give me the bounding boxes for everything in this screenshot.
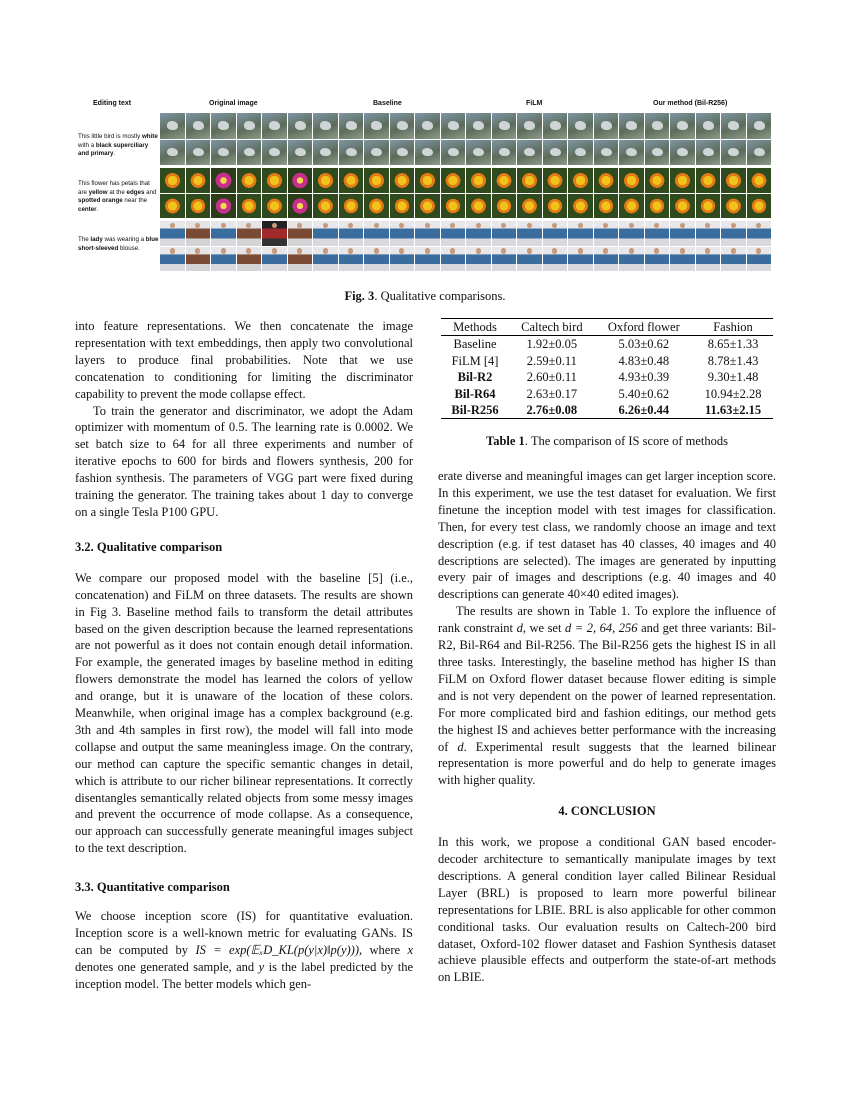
image-thumbnail bbox=[186, 247, 211, 272]
image-thumbnail bbox=[466, 140, 491, 166]
image-thumbnail bbox=[441, 140, 466, 166]
image-thumbnail bbox=[415, 168, 440, 193]
image-thumbnail bbox=[594, 113, 619, 139]
image-thumbnail bbox=[288, 168, 313, 193]
image-thumbnail bbox=[262, 140, 287, 166]
image-thumbnail bbox=[339, 194, 364, 219]
image-thumbnail bbox=[670, 194, 695, 219]
image-thumbnail bbox=[339, 247, 364, 272]
image-thumbnail bbox=[747, 168, 772, 193]
th-fashion: Fashion bbox=[693, 319, 773, 336]
score-cell: 1.92±0.05 bbox=[526, 337, 578, 352]
image-thumbnail bbox=[288, 113, 313, 139]
bird-baseline-images bbox=[313, 113, 465, 165]
desc-segment: lady bbox=[90, 236, 103, 243]
score-cell: 2.59±0.11 bbox=[526, 353, 577, 368]
col-header-baseline: Baseline bbox=[373, 100, 402, 107]
image-thumbnail bbox=[364, 221, 389, 246]
image-thumbnail bbox=[517, 247, 542, 272]
table-row bbox=[441, 386, 773, 402]
desc-segment: yellow bbox=[88, 188, 108, 196]
image-thumbnail bbox=[517, 194, 542, 219]
left-paragraph-2: To train the generator and discriminator, we adopt the Adam optimizer with momentum of 0.5. The learning rate is 0.0002. We set batch size to 64 for all three experiments and number of iterative epochs to 600 for birds and flowers synthesis, 200 for fashion synthesis. The parameters of VGG part were fixed during training the generator. The training takes about 1 day to converge on a single Tesla P100 GPU. bbox=[75, 403, 413, 519]
bird-film-images bbox=[466, 113, 618, 165]
table-row bbox=[441, 336, 773, 353]
desc-segment: This little bird is mostly bbox=[78, 133, 142, 140]
score-cell: 2.63±0.17 bbox=[526, 386, 578, 401]
image-thumbnail bbox=[237, 168, 262, 193]
score-cell: 9.30±1.48 bbox=[707, 370, 759, 385]
col-header-film: FiLM bbox=[526, 100, 543, 107]
th-caltech: Caltech bird bbox=[509, 319, 595, 336]
image-thumbnail bbox=[237, 247, 262, 272]
image-thumbnail bbox=[390, 140, 415, 166]
desc-segment: at the bbox=[107, 188, 127, 196]
score-cell: 2.60±0.11 bbox=[526, 370, 577, 385]
image-thumbnail bbox=[517, 221, 542, 246]
image-thumbnail bbox=[160, 140, 185, 166]
is-formula: IS = exp(𝔼ₓD_KL(p(y|x)‖p(y))), bbox=[195, 942, 363, 957]
col-header-editing-text: Editing text bbox=[93, 100, 132, 107]
image-thumbnail bbox=[645, 113, 670, 139]
image-thumbnail bbox=[466, 168, 491, 193]
image-thumbnail bbox=[517, 140, 542, 166]
image-thumbnail bbox=[313, 113, 338, 139]
image-thumbnail bbox=[160, 221, 185, 246]
image-thumbnail bbox=[696, 140, 721, 166]
desc-segment: white bbox=[141, 133, 158, 140]
right-paragraph-2 bbox=[438, 603, 776, 789]
image-thumbnail bbox=[364, 113, 389, 139]
image-thumbnail bbox=[670, 221, 695, 246]
image-thumbnail bbox=[262, 194, 287, 219]
image-thumbnail bbox=[594, 140, 619, 166]
image-thumbnail bbox=[390, 247, 415, 272]
image-thumbnail bbox=[441, 221, 466, 246]
image-thumbnail bbox=[543, 140, 568, 166]
table-row bbox=[441, 353, 773, 369]
image-thumbnail bbox=[568, 221, 593, 246]
image-thumbnail bbox=[160, 247, 185, 272]
score-cell: 2.76±0.08 bbox=[509, 402, 595, 419]
image-thumbnail bbox=[466, 247, 491, 272]
table-caption-label: Table 1 bbox=[486, 434, 525, 448]
image-thumbnail bbox=[211, 113, 236, 139]
image-thumbnail bbox=[288, 194, 313, 219]
image-thumbnail bbox=[364, 194, 389, 219]
desc-segment: edges bbox=[126, 188, 145, 196]
image-thumbnail bbox=[568, 140, 593, 166]
image-thumbnail bbox=[288, 247, 313, 272]
var-d-2: d bbox=[457, 739, 464, 754]
desc-segment: black superciliary and primary bbox=[78, 141, 149, 158]
th-methods: Methods bbox=[441, 319, 509, 336]
desc-segment: blouse. bbox=[118, 244, 140, 252]
fashion-baseline-images bbox=[313, 221, 465, 271]
image-thumbnail bbox=[390, 168, 415, 193]
image-thumbnail bbox=[186, 113, 211, 139]
image-thumbnail bbox=[313, 168, 338, 193]
bird-original-images bbox=[160, 113, 312, 165]
right-paragraph-1: erate diverse and meaningful images can get larger inception score. In this experiment, we use the test dataset for evaluation. We first finetune the inception model with test images for classification. Then, for every test class, we randomly choose an image and text description (e.g. if test dataset has 40 classes, 40 images and 40 descriptions are selected). The images are generated by inputting every pair of images and descriptions (e.g. 40 images and 40 descriptions can generate 40×40 edited images). bbox=[438, 469, 776, 602]
right-column bbox=[438, 468, 776, 986]
desc-fashion bbox=[78, 236, 160, 253]
image-thumbnail bbox=[619, 140, 644, 166]
image-thumbnail bbox=[492, 221, 517, 246]
image-thumbnail bbox=[696, 221, 721, 246]
image-thumbnail bbox=[594, 221, 619, 246]
image-thumbnail bbox=[645, 247, 670, 272]
d-values: d = 2, 64, 256 bbox=[565, 621, 638, 636]
image-thumbnail bbox=[364, 168, 389, 193]
flower-film-images bbox=[466, 168, 618, 218]
desc-segment: blue short-sleeved bbox=[78, 236, 159, 252]
right-p2-b: , we set bbox=[522, 621, 565, 636]
image-thumbnail bbox=[568, 113, 593, 139]
image-thumbnail bbox=[288, 140, 313, 166]
table-header-row bbox=[441, 319, 773, 336]
image-thumbnail bbox=[415, 140, 440, 166]
method-cell: Bil-R256 bbox=[441, 402, 509, 419]
image-thumbnail bbox=[364, 140, 389, 166]
figure-caption-text: . Qualitative comparisons. bbox=[374, 289, 506, 303]
score-cell: 5.03±0.62 bbox=[618, 337, 670, 352]
desc-flower bbox=[78, 180, 160, 214]
score-cell: 4.83±0.48 bbox=[618, 353, 670, 368]
var-y: y bbox=[258, 959, 265, 974]
figure-3 bbox=[75, 96, 775, 281]
image-thumbnail bbox=[670, 168, 695, 193]
desc-segment: The bbox=[78, 236, 91, 243]
flower-baseline-images bbox=[313, 168, 465, 218]
method-cell: FiLM [4] bbox=[451, 353, 499, 368]
image-thumbnail bbox=[211, 168, 236, 193]
image-thumbnail bbox=[747, 113, 772, 139]
image-thumbnail bbox=[543, 113, 568, 139]
figure-caption-label: Fig. 3 bbox=[344, 289, 375, 303]
image-thumbnail bbox=[186, 221, 211, 246]
image-thumbnail bbox=[594, 247, 619, 272]
image-thumbnail bbox=[441, 168, 466, 193]
left-p4-b: where bbox=[362, 942, 408, 957]
image-thumbnail bbox=[262, 247, 287, 272]
fashion-ours-images bbox=[619, 221, 771, 271]
image-thumbnail bbox=[262, 221, 287, 246]
figure-caption bbox=[0, 289, 850, 304]
image-thumbnail bbox=[339, 113, 364, 139]
image-thumbnail bbox=[721, 140, 746, 166]
th-oxford: Oxford flower bbox=[595, 319, 693, 336]
is-score-table bbox=[441, 318, 773, 419]
image-thumbnail bbox=[415, 113, 440, 139]
table-body bbox=[441, 336, 773, 419]
method-cell: Bil-R2 bbox=[457, 370, 493, 385]
flower-ours-images bbox=[619, 168, 771, 218]
image-thumbnail bbox=[721, 113, 746, 139]
image-thumbnail bbox=[721, 168, 746, 193]
fashion-original-images bbox=[160, 221, 312, 271]
image-thumbnail bbox=[237, 113, 262, 139]
left-paragraph-1: into feature representations. We then concatenate the image representation with text embeddings, then apply two convolutional layers to produce final probabilities. Note that we use concatenation to conditioning for limiting the discriminator capability to prevent the mode collapse effect. bbox=[75, 319, 413, 401]
score-cell: 11.63±2.15 bbox=[693, 402, 773, 419]
left-p4-c: denotes one generated sample, and bbox=[75, 959, 259, 974]
image-thumbnail bbox=[415, 247, 440, 272]
table-row bbox=[441, 402, 773, 419]
image-thumbnail bbox=[645, 221, 670, 246]
table-caption-text: . The comparison of IS score of methods bbox=[524, 434, 728, 448]
image-thumbnail bbox=[619, 194, 644, 219]
image-thumbnail bbox=[237, 140, 262, 166]
image-thumbnail bbox=[364, 247, 389, 272]
right-paragraph-3: In this work, we propose a conditional GAN based encoder-decoder architecture to semantically manipulate images by text descriptions. A general condition layer called Bilinear Residual Layer (BRL) is proposed to learn more powerful bilinear representations for LBIE. BRL is also applicable for other common conditional tasks. Our evaluation results on Caltech-200 bird dataset, Oxford-102 flower dataset and Fashion Synthesis dataset achieve plausible effects and outperform the state-of-art methods on LBIE. bbox=[438, 835, 776, 985]
desc-segment: was wearing a bbox=[102, 236, 146, 243]
image-thumbnail bbox=[492, 140, 517, 166]
image-thumbnail bbox=[288, 221, 313, 246]
image-thumbnail bbox=[415, 194, 440, 219]
desc-segment: . bbox=[96, 205, 99, 213]
right-p2-d: . Experimental result suggests that the learned bilinear representation is more powerful and do help to generate images with higher quality. bbox=[438, 739, 776, 788]
section-3-3-heading: 3.3. Quantitative comparison bbox=[75, 880, 230, 895]
image-thumbnail bbox=[441, 113, 466, 139]
image-thumbnail bbox=[670, 113, 695, 139]
fashion-film-images bbox=[466, 221, 618, 271]
image-thumbnail bbox=[619, 247, 644, 272]
image-thumbnail bbox=[696, 247, 721, 272]
table-caption bbox=[438, 434, 776, 449]
image-thumbnail bbox=[415, 221, 440, 246]
image-thumbnail bbox=[211, 221, 236, 246]
image-thumbnail bbox=[543, 221, 568, 246]
image-thumbnail bbox=[696, 113, 721, 139]
score-cell: 6.26±0.44 bbox=[595, 402, 693, 419]
image-thumbnail bbox=[466, 194, 491, 219]
image-thumbnail bbox=[619, 113, 644, 139]
left-p4-a: We choose inception score (IS) for quantitative evaluation. Inception score is a well-known metric for evaluating GANs. IS can be computed by bbox=[75, 909, 413, 957]
desc-segment: with a bbox=[78, 141, 96, 149]
score-cell: 10.94±2.28 bbox=[704, 386, 762, 401]
table-row bbox=[441, 369, 773, 385]
desc-segment: spotted orange bbox=[78, 197, 123, 205]
section-4-heading: 4. CONCLUSION bbox=[558, 804, 656, 819]
image-thumbnail bbox=[696, 194, 721, 219]
desc-segment: center bbox=[78, 205, 97, 213]
image-thumbnail bbox=[186, 168, 211, 193]
image-thumbnail bbox=[160, 194, 185, 219]
image-thumbnail bbox=[747, 140, 772, 166]
image-thumbnail bbox=[390, 194, 415, 219]
score-cell: 8.78±1.43 bbox=[707, 353, 759, 368]
col-header-original: Original image bbox=[209, 100, 258, 107]
image-thumbnail bbox=[262, 168, 287, 193]
right-p2-c: and get three variants: Bil-R2, Bil-R64 and Bil-R256. The Bil-R256 gets the highest IS in all three tasks. Interestingly, the baseline method has higher IS than FiLM on Oxford flower dataset because flower editing is simple and is not very dependent on the power of learned representation. For more complicated bird and fashion editings, our method gets the highest IS and achieves better performance with the increasing of bbox=[438, 621, 776, 754]
image-thumbnail bbox=[747, 194, 772, 219]
desc-segment: . bbox=[113, 150, 116, 158]
image-thumbnail bbox=[747, 247, 772, 272]
image-thumbnail bbox=[211, 247, 236, 272]
image-thumbnail bbox=[670, 140, 695, 166]
method-cell: Baseline bbox=[453, 337, 497, 352]
image-thumbnail bbox=[211, 140, 236, 166]
image-thumbnail bbox=[262, 113, 287, 139]
image-thumbnail bbox=[492, 113, 517, 139]
image-thumbnail bbox=[466, 113, 491, 139]
image-thumbnail bbox=[619, 221, 644, 246]
image-thumbnail bbox=[237, 194, 262, 219]
image-thumbnail bbox=[339, 168, 364, 193]
desc-bird bbox=[78, 133, 160, 159]
image-thumbnail bbox=[160, 168, 185, 193]
image-thumbnail bbox=[492, 247, 517, 272]
image-thumbnail bbox=[645, 140, 670, 166]
desc-segment: This flower has petals that are bbox=[78, 180, 150, 196]
image-thumbnail bbox=[645, 168, 670, 193]
var-x: x bbox=[407, 942, 413, 957]
image-thumbnail bbox=[313, 140, 338, 166]
image-thumbnail bbox=[186, 140, 211, 166]
image-thumbnail bbox=[466, 221, 491, 246]
image-thumbnail bbox=[721, 194, 746, 219]
image-thumbnail bbox=[517, 113, 542, 139]
left-p4-d: is the label predicted by the inception model. The better models which gen- bbox=[75, 959, 413, 991]
image-thumbnail bbox=[390, 113, 415, 139]
image-thumbnail bbox=[721, 221, 746, 246]
left-paragraph-3: We compare our proposed model with the baseline [5] (i.e., concatenation) and FiLM on three datasets. The results are shown in Fig 3. Baseline method fails to transform the detail attributes based on the given description because the learned representations are not powerful as it does not contain enough detail information. For example, the generated images by baseline method in editing flowers demonstrate the model has learned the colors of yellow and orange, but it is unaware of the location of these colors. Meanwhile, when original image has a complex background (e.g. 3th and 4th samples in first row), the model will fall into mode collapse and output the same meaningless image. On the contrary, our method can capture the specific semantic changes in detail, which is attribute to our richer bilinear representations. It correctly disentangles semantically related objects from some messy images and prevent the occurrence of mode collapse. As a consequence, our approach can successfully generate meaningful images subject to the text description. bbox=[75, 570, 413, 856]
image-thumbnail bbox=[441, 247, 466, 272]
desc-segment: near the bbox=[122, 197, 148, 205]
var-d: d bbox=[516, 621, 523, 636]
image-thumbnail bbox=[543, 168, 568, 193]
image-thumbnail bbox=[237, 221, 262, 246]
image-thumbnail bbox=[339, 140, 364, 166]
image-thumbnail bbox=[313, 194, 338, 219]
image-thumbnail bbox=[492, 194, 517, 219]
image-thumbnail bbox=[747, 221, 772, 246]
score-cell: 4.93±0.39 bbox=[618, 370, 670, 385]
image-thumbnail bbox=[543, 194, 568, 219]
image-thumbnail bbox=[568, 247, 593, 272]
image-thumbnail bbox=[313, 221, 338, 246]
image-thumbnail bbox=[594, 194, 619, 219]
right-p2-a: The results are shown in Table 1. To explore the influence of rank constraint bbox=[438, 604, 776, 636]
image-thumbnail bbox=[619, 168, 644, 193]
left-column bbox=[75, 318, 413, 993]
image-thumbnail bbox=[517, 168, 542, 193]
image-thumbnail bbox=[696, 168, 721, 193]
image-thumbnail bbox=[186, 194, 211, 219]
section-3-2-heading: 3.2. Qualitative comparison bbox=[75, 539, 223, 554]
left-paragraph-4 bbox=[75, 908, 413, 993]
image-thumbnail bbox=[339, 221, 364, 246]
image-thumbnail bbox=[211, 194, 236, 219]
image-thumbnail bbox=[568, 168, 593, 193]
image-thumbnail bbox=[441, 194, 466, 219]
image-thumbnail bbox=[568, 194, 593, 219]
score-cell: 8.65±1.33 bbox=[707, 337, 759, 352]
image-thumbnail bbox=[313, 247, 338, 272]
image-thumbnail bbox=[721, 247, 746, 272]
flower-original-images bbox=[160, 168, 312, 218]
col-header-ours: Our method (Bil-R256) bbox=[653, 100, 728, 107]
image-thumbnail bbox=[390, 221, 415, 246]
method-cell: Bil-R64 bbox=[454, 386, 496, 401]
image-thumbnail bbox=[645, 194, 670, 219]
image-thumbnail bbox=[492, 168, 517, 193]
image-thumbnail bbox=[670, 247, 695, 272]
image-thumbnail bbox=[543, 247, 568, 272]
bird-ours-images bbox=[619, 113, 771, 165]
desc-segment: and bbox=[144, 188, 157, 196]
score-cell: 5.40±0.62 bbox=[618, 386, 670, 401]
image-thumbnail bbox=[594, 168, 619, 193]
image-thumbnail bbox=[160, 113, 185, 139]
